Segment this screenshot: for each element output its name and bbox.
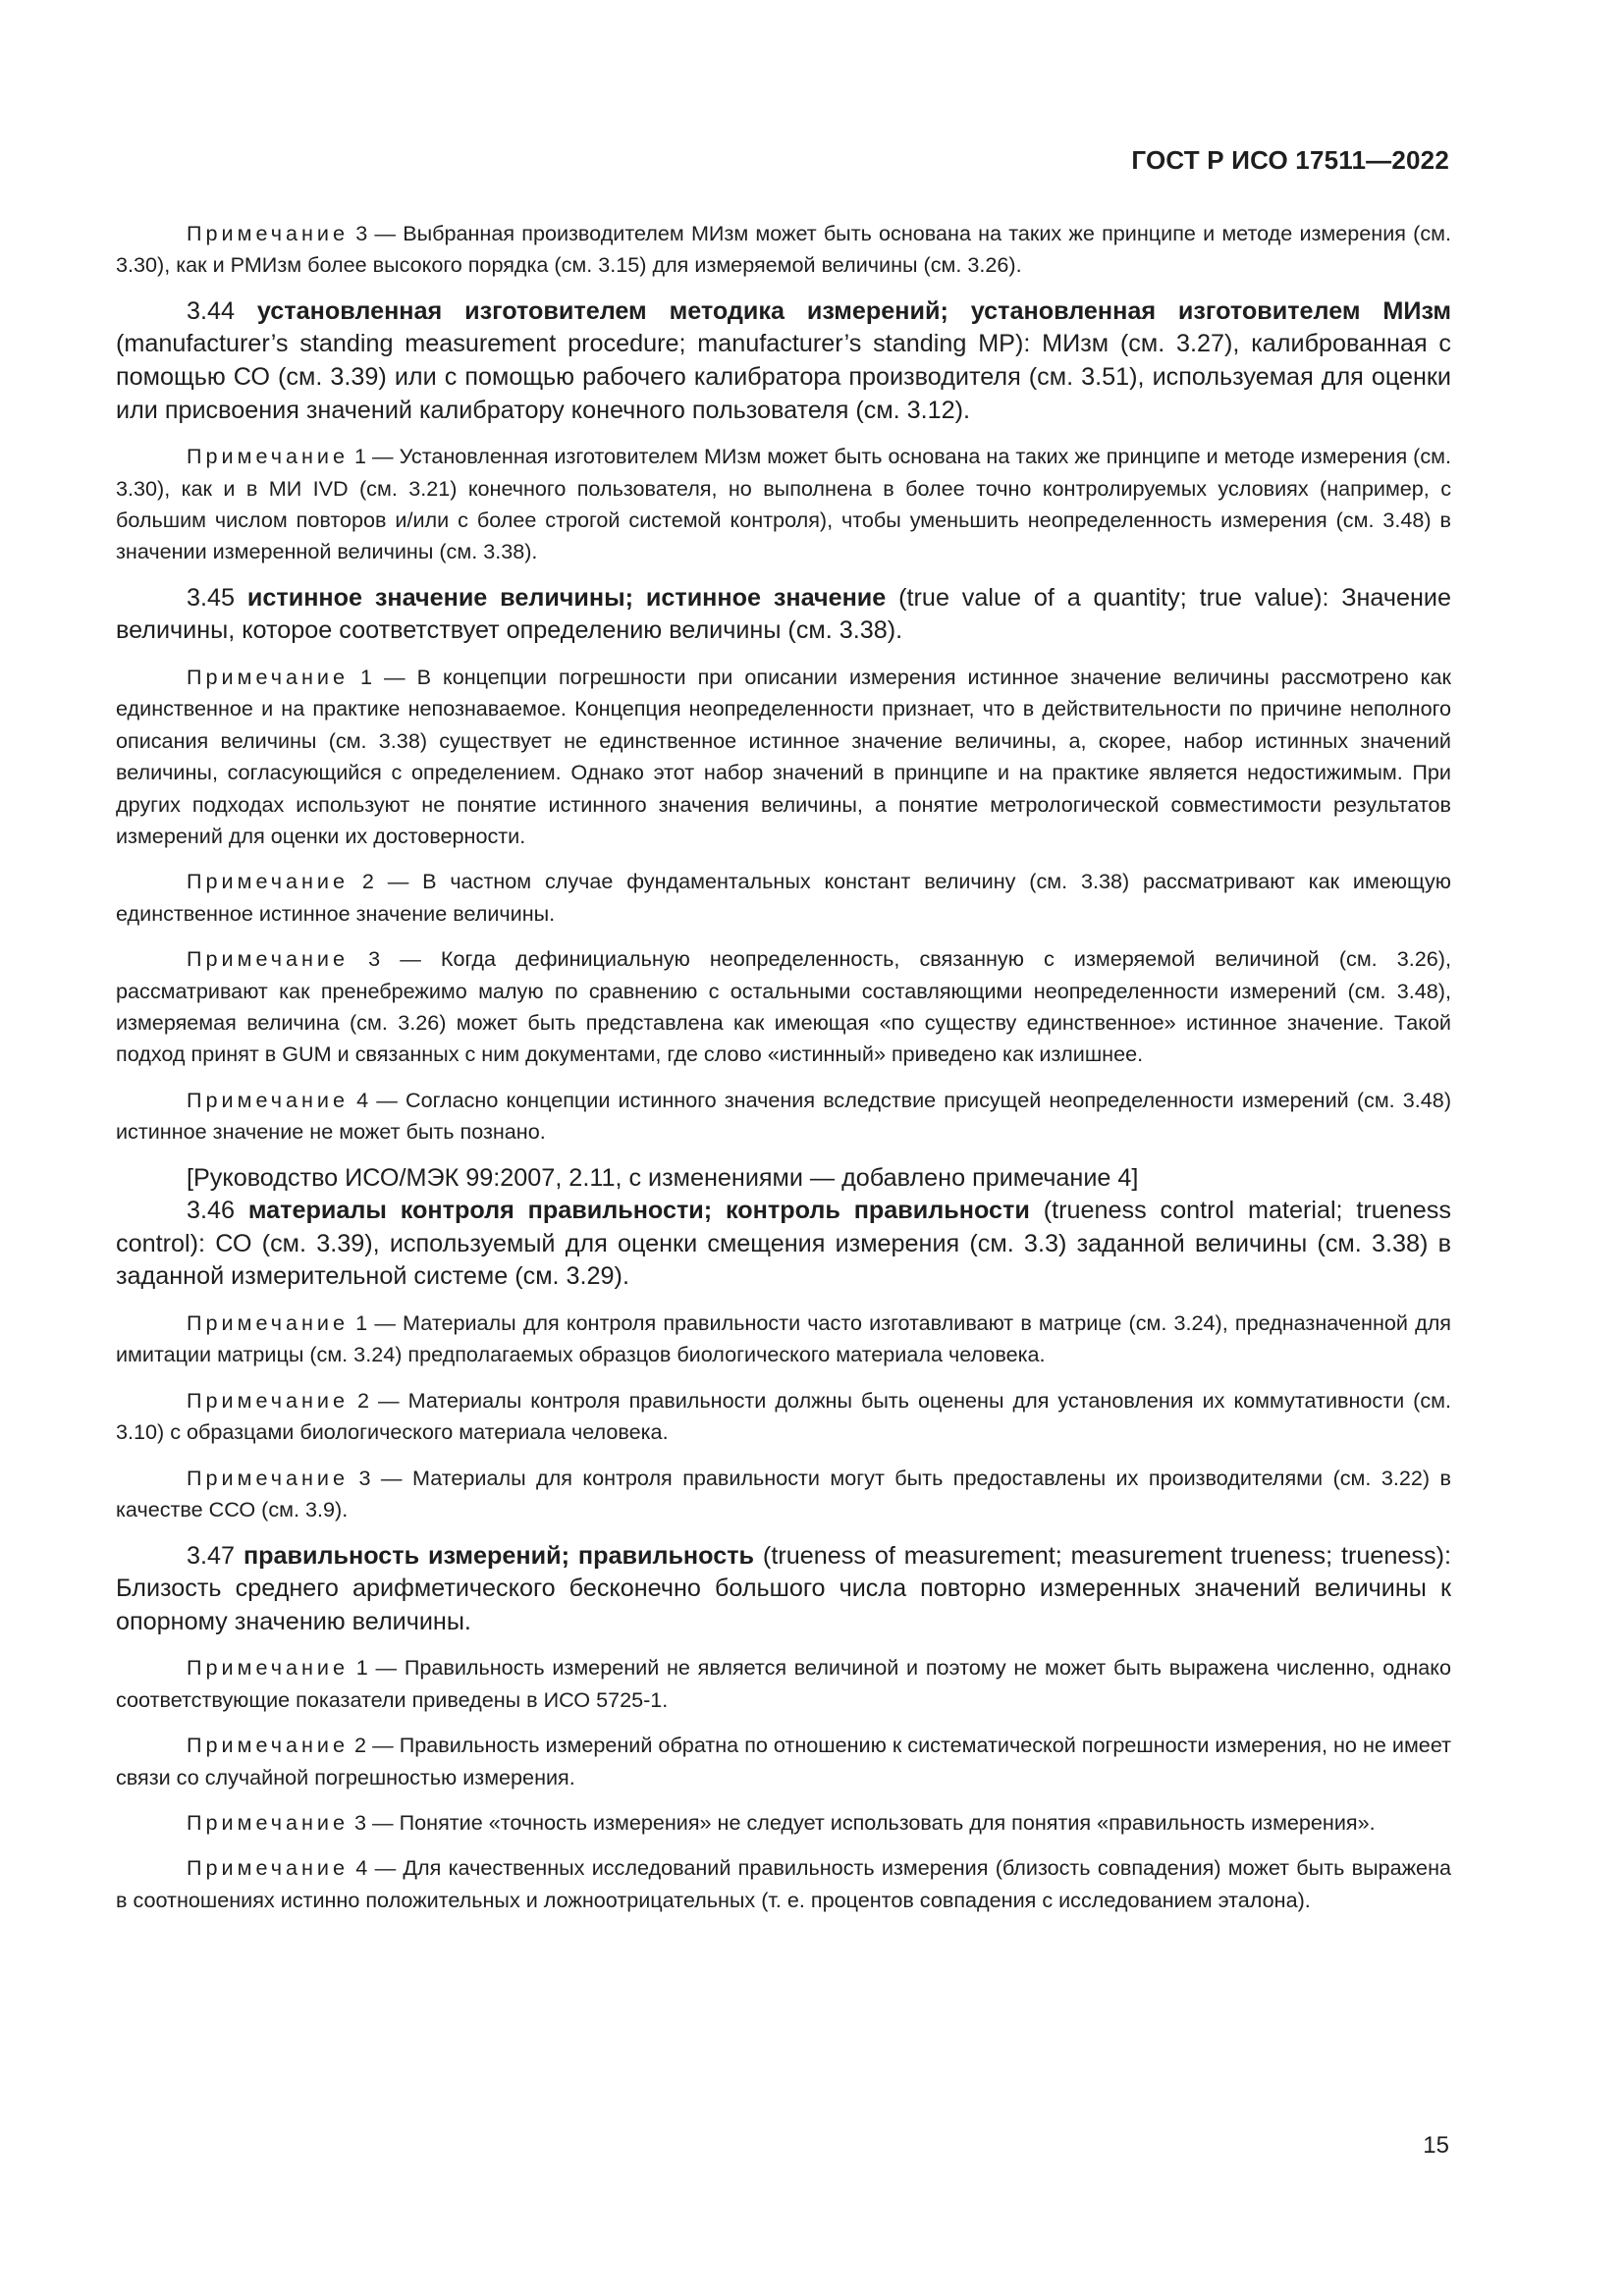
note-label: Примечание (187, 1809, 349, 1835)
note-number: 3 (358, 1465, 371, 1490)
note-text: — Когда дефинициальную неопределенность, связанную с измеряемой величиной (см. 3.26), рассматривают как пренебрежимо малую по сравнению с остальными составляющими неопределенности измерений (см. 3.48), измеряемая величина (см. 3.26) может быть представлена как имеющая «по существу единственное» истинное значение. Такой подход принят в GUM и связанных с ним документами, где слово «истинный» приведено как излишнее. (116, 946, 1451, 1067)
note-text: — В концепции погрешности при описании измерения истинное значение величины рассмотрено как единственное и на практике непознаваемое. Концепция неопределенности признает, что в действительности по причине неполного описания величины (см. 3.38) существует не единственное истинное значение величины, а, скорее, набор истинных значений величины, согласующийся с определением. Однако этот набор значений в принципе и на практике является недостижимым. При других подходах используют не понятие истинного значения величины, а понятие метрологической совместимости результатов измерений для оценки их достоверности. (116, 665, 1451, 849)
note-label: Примечание (187, 1387, 349, 1413)
term-entry-3-45 (116, 582, 1451, 648)
note-number: 1 (355, 1655, 368, 1681)
term-title: установленная изготовителем методика измерений; установленная изготовителем МИзм (256, 296, 1452, 325)
note-label: Примечание (187, 221, 349, 245)
note-paragraph (116, 866, 1451, 930)
note-text: — Правильность измерений не является величиной и поэтому не может быть выражена численно, однако соответствующие показатели приведены в ИСО 5725-1. (116, 1655, 1452, 1712)
note-paragraph (116, 1308, 1451, 1371)
term-number: 3.44 (187, 296, 236, 325)
term-definition: (true value of a quantity; true value): Значение величины, которое соответствует определению величины (см. 3.38). (116, 583, 1452, 645)
note-number: 2 (354, 1733, 367, 1758)
note-label: Примечание (187, 946, 349, 972)
page-number: 15 (1423, 2132, 1449, 2159)
note-number: 4 (356, 1087, 369, 1112)
note-text: — Материалы контроля правильности должны быть оценены для установления их коммутативности (см. 3.10) с образцами биологического материала человека. (116, 1387, 1451, 1445)
note-text: — Материалы для контроля правильности часто изготавливают в матрице (см. 3.24), предназначенной для имитации матрицы (см. 3.24) предполагаемых образцов биологического материала человека. (116, 1310, 1451, 1367)
note-paragraph (116, 1852, 1451, 1916)
note-label: Примечание (187, 1087, 349, 1112)
term-definition: (trueness of measurement; measurement trueness; trueness): Близость среднего арифметического бесконечно большого числа повторно измеренных значений величины к опорному значению величины. (116, 1541, 1451, 1635)
term-title: истинное значение величины; истинное значение (246, 583, 887, 612)
note-text: — В частном случае фундаментальных констант величину (см. 3.38) рассматривают как имеющую единственное истинное значение величины. (116, 869, 1451, 926)
note-text: — Понятие «точность измерения» не следует использовать для понятия «правильность измерения». (366, 1809, 1376, 1835)
term-entry-3-47 (116, 1540, 1451, 1639)
term-title: правильность измерений; правильность (243, 1541, 755, 1570)
term-number: 3.45 (187, 583, 236, 612)
note-number: 1 (360, 665, 373, 689)
note-label: Примечание (187, 1655, 349, 1681)
note-label: Примечание (187, 1310, 349, 1336)
note-paragraph (116, 1652, 1451, 1716)
note-number: 3 (355, 221, 368, 245)
note-number: 3 (354, 1809, 367, 1835)
term-entry-3-44 (116, 295, 1451, 427)
note-label: Примечание (187, 1855, 349, 1881)
note-paragraph (116, 218, 1451, 282)
note-text: — Выбранная производителем МИзм может быть основана на таких же принципе и методе измерения (см. 3.30), как и РМИзм более высокого порядка (см. 3.15) для измеряемой величины (см. 3.26). (116, 221, 1452, 278)
note-paragraph (116, 441, 1451, 568)
standard-header: ГОСТ Р ИСО 17511—2022 (1131, 145, 1449, 175)
note-label: Примечание (187, 869, 349, 894)
note-label: Примечание (187, 665, 349, 689)
note-paragraph (116, 662, 1451, 852)
note-number: 1 (354, 444, 367, 469)
note-number: 3 (368, 946, 381, 972)
note-label: Примечание (187, 1465, 349, 1490)
note-text: — Согласно концепции истинного значения вследствие присущей неопределенности измерений (см. 3.48) истинное значение не может быть познано. (116, 1087, 1452, 1145)
term-definition: (manufacturer’s standing measurement procedure; manufacturer’s standing MP): МИзм (см. 3.27), калиброванная с помощью СО (см. 3.39) или с помощью рабочего калибратора производителя (см. 3.51), используемая для оценки или присвоения значений калибратору конечного пользователя (см. 3.12). (116, 330, 1451, 424)
source-reference: [Руководство ИСО/МЭК 99:2007, 2.11, с изменениями — добавлено примечание 4] (187, 1163, 1139, 1192)
note-label: Примечание (187, 1733, 349, 1758)
term-number: 3.47 (187, 1541, 236, 1570)
note-paragraph (116, 1385, 1451, 1449)
note-number: 2 (357, 1387, 370, 1413)
note-paragraph (116, 1463, 1451, 1526)
note-paragraph (116, 943, 1451, 1071)
note-label: Примечание (187, 444, 349, 469)
term-entry-3-46 (116, 1195, 1451, 1294)
note-number: 4 (355, 1855, 368, 1881)
note-text: — Правильность измерений обратна по отношению к систематической погрешности измерения, но не имеет связи со случайной погрешностью измерения. (116, 1733, 1452, 1789)
document-body (116, 218, 1451, 1930)
term-definition: (trueness control material; trueness control): СО (см. 3.39), используемый для оценки смещения измерения (см. 3.3) заданной величины (см. 3.38) в заданной измерительной системе (см. 3.29). (116, 1197, 1451, 1291)
note-text: — Материалы для контроля правильности могут быть предоставлены их производителями (см. 3.22) в качестве ССО (см. 3.9). (116, 1465, 1451, 1522)
note-number: 1 (355, 1310, 368, 1336)
note-paragraph (116, 1085, 1451, 1148)
note-number: 2 (361, 869, 374, 894)
term-title: материалы контроля правильности; контроль правильности (247, 1197, 1030, 1225)
term-number: 3.46 (187, 1197, 236, 1225)
note-text: — Для качественных исследований правильность измерения (близость совпадения) может быть выражена в соотношениях истинно положительных и ложноотрицательных (т. е. процентов совпадения с исследованием эталона). (116, 1855, 1452, 1912)
note-paragraph (116, 1730, 1451, 1793)
note-paragraph (116, 1807, 1451, 1839)
note-text: — Установленная изготовителем МИзм может быть основана на таких же принципе и методе измерения (см. 3.30), как и в МИ IVD (см. 3.21) конечного пользователя, но выполнена в более точно контролируемых условиях (например, с большим числом повторов и/или с более строгой системой контроля), чтобы уменьшить неопределенность измерения (см. 3.48) в значении измеренной величины (см. 3.38). (116, 444, 1451, 564)
